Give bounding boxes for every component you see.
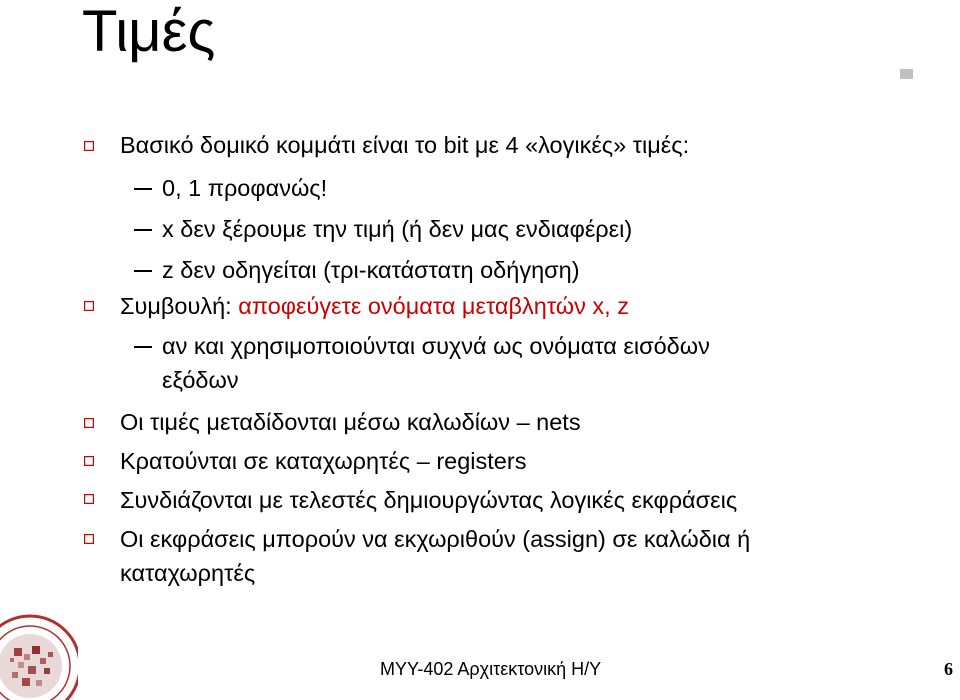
square-bullet-icon [84, 534, 94, 544]
sub-bullet-text: z δεν οδηγείται (τρι-κατάστατη οδήγηση) [162, 257, 580, 283]
square-bullet-icon [84, 456, 94, 466]
sub-bullet-text: x δεν ξέρουμε την τιμή (ή δεν μας ενδιαφέρει) [162, 216, 633, 242]
dash-bullet-icon [134, 270, 152, 272]
sub-bullet-text: 0, 1 προφανώς! [162, 175, 328, 201]
square-bullet-icon [84, 418, 94, 428]
advice-label: Συμβουλή: [120, 293, 239, 319]
square-bullet-icon [84, 141, 94, 151]
bullet-text: Οι εκφράσεις μπορούν να εκχωριθούν (assign) σε καλώδια ή [120, 526, 751, 552]
bullet-text: Βασικό δομικό κομμάτι είναι το bit με 4 «λογικές» τιμές: [120, 132, 690, 158]
sub-bullet-text: αν και χρησιμοποιούνται συχνά ως ονόματα εισόδων [162, 333, 710, 359]
page-number: 6 [944, 659, 953, 679]
sub-bullet-text-continued: εξόδων [162, 367, 239, 393]
slide-title: Τιμές [82, 0, 216, 64]
dash-bullet-icon [134, 188, 152, 190]
university-seal-icon [0, 604, 78, 700]
bullet-advice [120, 292, 629, 320]
footer-course: ΜΥΥ-402 Αρχιτεκτονική Η/Υ [380, 659, 602, 679]
bullet-text: Συνδιάζονται με τελεστές δημιουργώντας λογικές εκφράσεις [120, 487, 738, 513]
advice-highlight: αποφεύγετε ονόματα μεταβλητών x, z [238, 293, 629, 319]
bullet-text-continued: καταχωρητές [120, 560, 256, 586]
bullet-text: Οι τιμές μεταδίδονται μέσω καλωδίων – nets [120, 409, 581, 435]
square-bullet-icon [84, 494, 94, 504]
dash-bullet-icon [134, 229, 152, 231]
bullet-text: Κρατούνται σε καταχωρητές – registers [120, 448, 527, 474]
square-bullet-icon [84, 301, 94, 311]
dash-bullet-icon [134, 346, 152, 348]
